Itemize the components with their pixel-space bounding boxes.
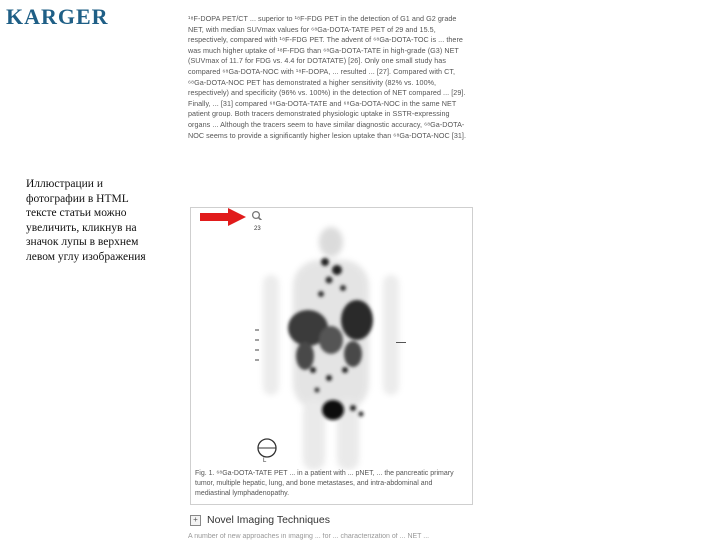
- section-novel-imaging[interactable]: [190, 514, 330, 526]
- section-heading-label: Novel Imaging Techniques: [207, 514, 330, 526]
- pet-scan-image[interactable]: [253, 220, 409, 470]
- expand-plus-icon[interactable]: +: [190, 515, 201, 526]
- figure-side-tick: [396, 342, 406, 343]
- article-paragraph-text: ¹⁸F-DOPA PET/CT ... superior to ¹⁸F-FDG PET in the detection of G1 and G2 grade NET, with median SUVmax values for ⁶⁸Ga-DOTA-TATE PET of 29 and 15.5, respectively, compared with ¹⁸F-FDG PET. The advent of ⁶⁸Ga-DOTA-TOC is ... there was much higher uptake of ¹⁸F-FDG than ⁶⁸Ga-DOTA-TATE in high-grade (G3) NET (SUVmax of 11.7 for FDG vs. 4.4 for DOTATATE) [26]. Only one small study has compared ⁶⁸Ga-DOTA-NOC with ¹⁸F-DOPA, ... resulted ... [27]. Compared with CT, ⁶⁸Ga-DOTA-NOC PET has demonstrated a higher sensitivity (82% vs. 100%, respectively) and specificity (96% vs. 100%) in the detection of NET compared ... [29]. Finally, ... [31] compared ⁶⁸Ga-DOTA-TATE and ⁶⁸Ga-DOTA-NOC in the same NET patient group. Both tracers demonstrated physiologic uptake in SSTR-expressing organs ... Although the tracers seem to have similar diagnostic accuracy, ⁶⁸Ga-DOTA-NOC seems to provide a significantly higher lesion uptake than ⁶⁸Ga-DOTA-NOC [31].: [188, 14, 467, 140]
- karger-logo[interactable]: KARGER: [6, 4, 109, 29]
- figure-container: [190, 207, 473, 505]
- article-paragraph: [188, 14, 470, 141]
- scan-corner-label: 23: [254, 226, 261, 232]
- scan-bottom-label: L: [263, 458, 267, 464]
- pet-scan-graphic: [253, 220, 409, 470]
- red-arrow-icon: [200, 208, 248, 226]
- figure-caption: Fig. 1. ⁶⁸Ga-DOTA-TATE PET ... in a patient with ... pNET, ... the pancreatic primary tumor, multiple hepatic, lung, and bone metastases, and intra-abdominal and mediastinal lymphadenopathy.: [195, 470, 454, 497]
- sidenote-instructions: Иллюстрации и фотографии в HTML тексте статьи можно увеличить, кликнув на значок лупы в верхнем левом углу изображения: [26, 178, 146, 263]
- next-paragraph-snippet: A number of new approaches in imaging ... for ... characterization of ... NET ...: [188, 533, 430, 540]
